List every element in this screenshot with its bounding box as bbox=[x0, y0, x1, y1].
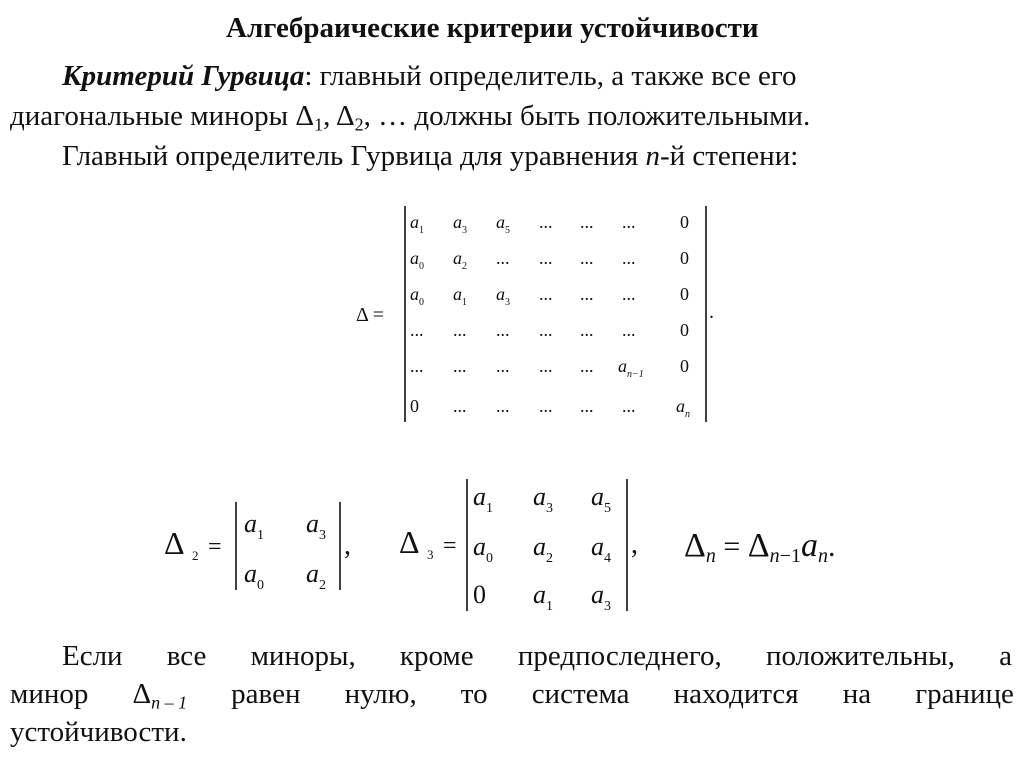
main-det-cell: ... bbox=[496, 396, 510, 416]
hurwitz-criterion-line-1 bbox=[62, 60, 797, 93]
main-det-cell: ... bbox=[539, 284, 553, 304]
criterion-text-b1: диагональные миноры bbox=[10, 100, 296, 132]
delta2-cell: $a_3$ bbox=[306, 509, 326, 543]
main-det-cell: ... bbox=[622, 248, 636, 268]
main-det-cell: ... bbox=[580, 396, 594, 416]
delta3-cell: $a_1$ bbox=[473, 482, 493, 516]
delta3-equals: = bbox=[443, 533, 457, 559]
main-det-cell: ... bbox=[539, 212, 553, 232]
hurwitz-determinant-intro bbox=[62, 140, 798, 173]
main-det-cell: $a_2$ bbox=[453, 248, 467, 272]
variable-n: n bbox=[645, 140, 660, 172]
main-det-cell: ... bbox=[496, 356, 510, 376]
main-det-cell: ... bbox=[580, 356, 594, 376]
main-det-cell: 0 bbox=[680, 248, 689, 268]
conclusion-word: положительны, bbox=[765, 640, 955, 672]
delta2-lhs-subscript: 2 bbox=[192, 548, 199, 563]
delta2-cells bbox=[244, 509, 326, 593]
main-det-cell: $a_1$ bbox=[453, 284, 467, 308]
hurwitz-main-determinant bbox=[350, 200, 730, 428]
main-det-cell: $a_0$ bbox=[410, 284, 424, 308]
main-det-cell: ... bbox=[453, 396, 467, 416]
main-det-cell: ... bbox=[539, 396, 553, 416]
criterion-name: Критерий Гурвица bbox=[62, 60, 305, 92]
intro-text-b: -й степени: bbox=[659, 140, 799, 172]
delta3-cell: $a_5$ bbox=[591, 482, 611, 516]
delta3-cell: $a_3$ bbox=[591, 580, 611, 614]
main-det-cell: ... bbox=[622, 396, 636, 416]
conclusion-word-minor: минор bbox=[10, 678, 89, 710]
delta2-equals: = bbox=[208, 534, 222, 560]
main-det-cell: ... bbox=[453, 356, 467, 376]
delta2-cell: $a_2$ bbox=[306, 559, 326, 593]
main-det-cell: ... bbox=[539, 320, 553, 340]
main-det-cell: $a_0$ bbox=[410, 248, 424, 272]
main-det-cell: ... bbox=[453, 320, 467, 340]
delta3-cells bbox=[473, 482, 611, 614]
delta3-cell: $a_3$ bbox=[533, 482, 553, 516]
delta3-cell: $a_0$ bbox=[473, 532, 493, 566]
delta2-trailing: , bbox=[344, 530, 351, 561]
delta2-lhs-symbol: Δ bbox=[164, 525, 185, 561]
criterion-text-b2: , … должны быть положительными. bbox=[363, 100, 811, 132]
conclusion-word: находится bbox=[673, 678, 799, 710]
main-det-cell: 0 bbox=[680, 320, 689, 340]
conclusion-word: а bbox=[999, 640, 1012, 672]
delta3-cell: $a_2$ bbox=[533, 532, 553, 566]
hurwitz-criterion-line-2 bbox=[10, 100, 810, 133]
main-det-cell: $a_5$ bbox=[496, 212, 510, 236]
conclusion-word: все bbox=[166, 640, 207, 672]
conclusion-line-1 bbox=[62, 640, 1012, 673]
intro-text-a: Главный определитель Гурвица для уравнения bbox=[62, 140, 646, 172]
conclusion-word: нулю, bbox=[344, 678, 417, 710]
conclusion-word: равен bbox=[231, 678, 301, 710]
main-det-cell: $a_n$ bbox=[676, 396, 690, 420]
delta2-cell: $a_0$ bbox=[244, 559, 264, 593]
conclusion-word: на bbox=[842, 678, 872, 710]
main-det-cell: ... bbox=[622, 320, 636, 340]
delta3-trailing: , bbox=[631, 529, 638, 560]
delta-symbol: Δ bbox=[335, 100, 355, 132]
main-det-cell: ... bbox=[410, 356, 424, 376]
main-det-cell: 0 bbox=[680, 212, 689, 232]
main-det-lhs: Δ = bbox=[356, 304, 385, 326]
delta3-lhs-symbol: Δ bbox=[399, 524, 420, 560]
main-det-cells bbox=[410, 212, 690, 420]
main-det-cell: ... bbox=[622, 212, 636, 232]
delta3-lhs-subscript: 3 bbox=[427, 547, 434, 562]
conclusion-word: то bbox=[460, 678, 488, 710]
main-det-cell: ... bbox=[496, 248, 510, 268]
delta2-determinant bbox=[160, 498, 360, 598]
main-det-cell: $a_3$ bbox=[496, 284, 510, 308]
conclusion-word: Если bbox=[62, 640, 123, 672]
main-det-cell: ... bbox=[580, 284, 594, 304]
main-det-cell: ... bbox=[496, 320, 510, 340]
main-det-cell: ... bbox=[539, 248, 553, 268]
main-det-cell: ... bbox=[539, 356, 553, 376]
main-det-cell: ... bbox=[580, 212, 594, 232]
conclusion-word: миноры, bbox=[250, 640, 356, 672]
main-det-cell: $a_3$ bbox=[453, 212, 467, 236]
conclusion-line-3: устойчивости. bbox=[10, 716, 187, 748]
main-det-cell: 0 bbox=[410, 396, 419, 416]
conclusion-word: границе bbox=[915, 678, 1014, 710]
main-det-cell: $a_1$ bbox=[410, 212, 424, 236]
conclusion-word: кроме bbox=[399, 640, 474, 672]
delta3-cell: $a_4$ bbox=[591, 532, 611, 566]
page-title: Алгебраические критерии устойчивости bbox=[226, 12, 759, 44]
conclusion-delta-subscript: n – 1 bbox=[151, 692, 188, 713]
main-det-cell: ... bbox=[580, 248, 594, 268]
delta-symbol: Δ bbox=[295, 100, 315, 132]
delta-subscript-1: 1 bbox=[314, 114, 324, 135]
separator: , bbox=[323, 100, 336, 132]
delta3-determinant bbox=[395, 475, 645, 615]
main-det-cell: ... bbox=[622, 284, 636, 304]
conclusion-line-2 bbox=[10, 678, 1014, 711]
criterion-text-a: : главный определитель, а также все его bbox=[304, 60, 797, 92]
conclusion-word: предпоследнего, bbox=[517, 640, 722, 672]
main-det-cell: ... bbox=[580, 320, 594, 340]
main-det-cell: $a_{n-1}$ bbox=[618, 356, 644, 380]
conclusion-word: система bbox=[531, 678, 630, 710]
main-det-cell: 0 bbox=[680, 284, 689, 304]
deltan-formula bbox=[680, 520, 910, 580]
delta2-cell: $a_1$ bbox=[244, 509, 264, 543]
main-det-cell: ... bbox=[410, 320, 424, 340]
delta3-cell: $a_1$ bbox=[533, 580, 553, 614]
deltan-formula-text: Δn = Δn−1an. bbox=[684, 527, 836, 567]
conclusion-delta: $\Delta_{n - 1}$ bbox=[132, 678, 188, 713]
main-det-trailing-dot: . bbox=[709, 301, 714, 323]
main-det-cell: 0 bbox=[680, 356, 689, 376]
delta3-cell: 0 bbox=[473, 580, 486, 609]
delta-subscript-2: 2 bbox=[354, 114, 364, 135]
